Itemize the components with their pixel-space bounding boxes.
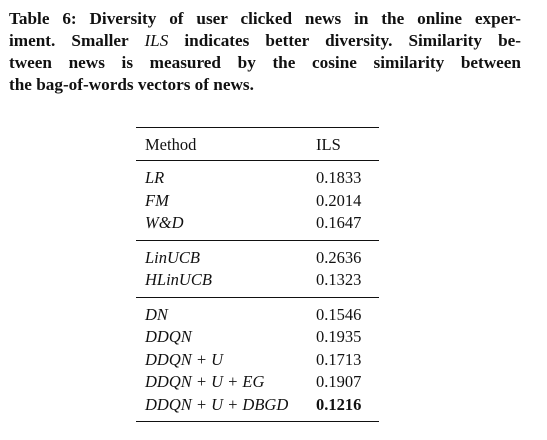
caption-line-1: Table 6: Diversity of user clicked news in the online exper-: [9, 9, 521, 28]
ils-cell: 0.1323: [316, 270, 362, 289]
method-cell: W&D: [145, 213, 184, 232]
method-cell: DN: [136, 297, 307, 326]
ils-cell: 0.1713: [316, 349, 362, 369]
caption-line-3: tween news is measured by the cosine similarity between: [9, 53, 521, 72]
table-row: [136, 212, 379, 240]
method-cell: DDQN + U + DBGD: [136, 394, 307, 422]
ils-cell: 0.2636: [307, 240, 379, 269]
caption-line-2-pre: iment. Smaller: [9, 31, 145, 50]
ils-cell: 0.1647: [316, 213, 362, 232]
column-header-ils: ILS: [307, 128, 379, 161]
table-caption: [9, 8, 521, 96]
caption-line-2: [9, 30, 521, 52]
best-ils-cell: 0.1216: [307, 394, 379, 422]
method-cell: HLinUCB: [145, 270, 212, 289]
method-cell: LinUCB: [136, 240, 307, 269]
results-table: [136, 127, 379, 422]
table-row: [136, 297, 379, 326]
table-row: [136, 349, 379, 372]
table-row: [136, 394, 379, 422]
table-row: [136, 326, 379, 349]
ils-cell: 0.1546: [307, 297, 379, 326]
table-header-row: [136, 128, 379, 161]
caption-line-4: the bag-of-words vectors of news.: [9, 75, 254, 94]
table-row: [136, 371, 379, 394]
method-cell: FM: [145, 190, 169, 210]
method-cell: DDQN + U + EG: [145, 372, 265, 391]
table-row: [136, 269, 379, 297]
ils-cell: 0.1833: [307, 161, 379, 190]
table-row: [136, 240, 379, 269]
ils-cell: 0.1907: [316, 372, 362, 391]
method-cell: DDQN: [145, 327, 192, 346]
ils-cell: 0.1935: [316, 327, 362, 346]
results-table-container: [136, 127, 379, 422]
ils-cell: 0.2014: [316, 190, 362, 210]
column-header-method: Method: [136, 128, 307, 161]
method-cell: LR: [136, 161, 307, 190]
table-row: [136, 190, 379, 213]
method-cell: DDQN + U: [145, 349, 224, 369]
caption-line-2-post: indicates better diversity. Similarity be-: [168, 31, 521, 50]
table-row: [136, 161, 379, 190]
caption-ils-term: ILS: [144, 31, 169, 50]
